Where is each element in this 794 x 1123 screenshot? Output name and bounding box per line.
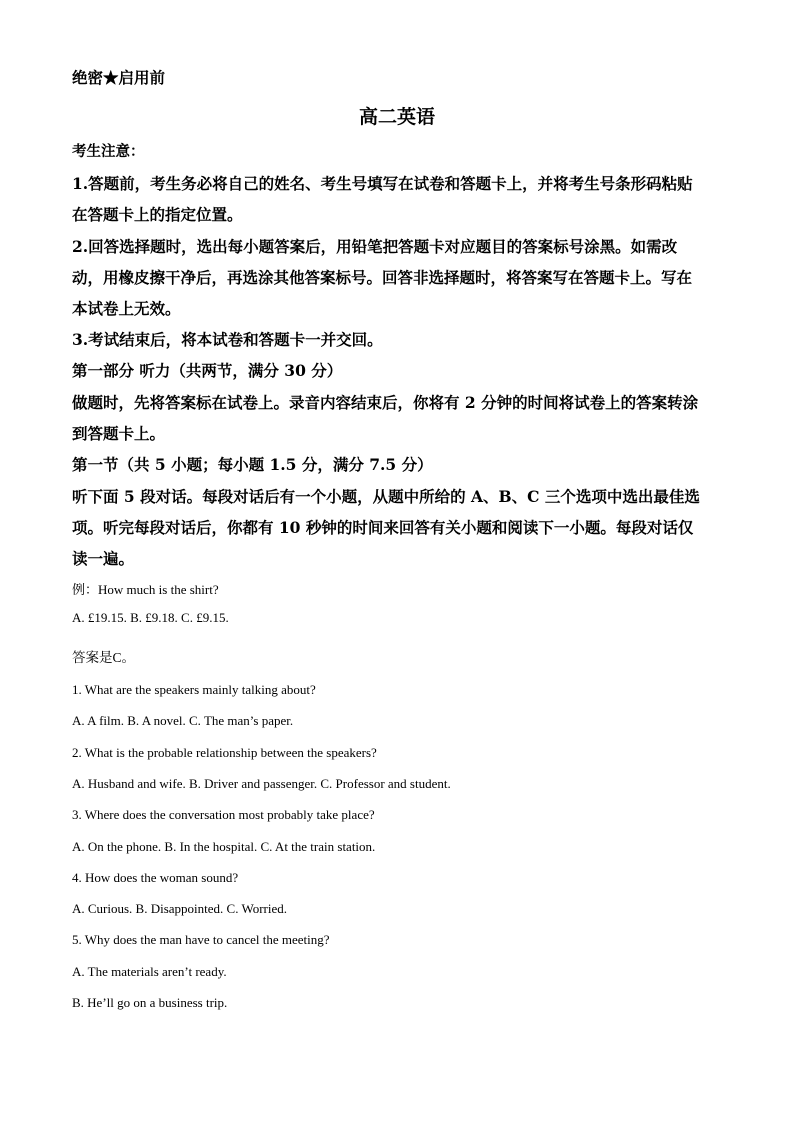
section1-instruction: 听下面 5 段对话。每段对话后有一个小题，从题中所给的 A、B、C 三个选项中选出最佳选 [72,487,700,506]
question-5-option-b: B. He’ll go on a business trip. [72,995,228,1010]
part1-heading: 第一部分 听力（共两节，满分 30 分） [72,361,343,380]
question-2: 2. What is the probable relationship between the speakers? [72,745,377,760]
part1-instruction: 做题时，先将答案标在试卷上。录音内容结束后，你将有 2 分钟的时间将试卷上的答案转涂 [72,393,699,412]
question-1: 1. What are the speakers mainly talking about? [72,682,316,697]
question-3-options: A. On the phone. B. In the hospital. C. At the train station. [72,839,376,854]
section1-instruction: 项。听完每段对话后，你都有 10 秒钟的时间来回答有关小题和阅读下一小题。每段对话仅 [72,518,694,537]
example-options: A. £19.15. B. £9.18. C. £9.15. [72,610,229,625]
question-4: 4. How does the woman sound? [72,870,239,885]
question-2-options: A. Husband and wife. B. Driver and passenger. C. Professor and student. [72,776,451,791]
example-answer: 答案是C。 [72,650,136,665]
notice-line: 本试卷上无效。 [72,299,181,318]
section1-heading: 第一节（共 5 小题；每小题 1.5 分，满分 7.5 分） [72,455,433,474]
question-3: 3. Where does the conversation most probably take place? [72,807,375,822]
notice-line: 1.答题前，考生务必将自己的姓名、考生号填写在试卷和答题卡上，并将考生号条形码粘贴 [72,174,693,193]
page-title: 高二英语 [358,106,435,128]
question-5-option-a: A. The materials aren’t ready. [72,964,227,979]
notice-line: 3.考试结束后，将本试卷和答题卡一并交回。 [72,330,383,349]
question-4-options: A. Curious. B. Disappointed. C. Worried. [72,901,288,916]
notice-heading: 考生注意： [72,143,145,160]
example-question: 例：How much is the shirt? [72,582,219,597]
section1-instruction: 读一遍。 [72,549,135,568]
question-1-options: A. A film. B. A novel. C. The man’s paper. [72,713,294,728]
notice-line: 在答题卡上的指定位置。 [72,205,243,224]
question-5: 5. Why does the man have to cancel the meeting? [72,932,330,947]
notice-line: 2.回答选择题时，选出每小题答案后，用铅笔把答题卡对应题目的答案标号涂黑。如需改 [72,237,678,256]
notice-line: 动，用橡皮擦干净后，再选涂其他答案标号。回答非选择题时，将答案写在答题卡上。写在 [72,268,693,287]
confidential-label: 绝密★启用前 [72,68,166,87]
part1-instruction: 到答题卡上。 [72,424,166,443]
